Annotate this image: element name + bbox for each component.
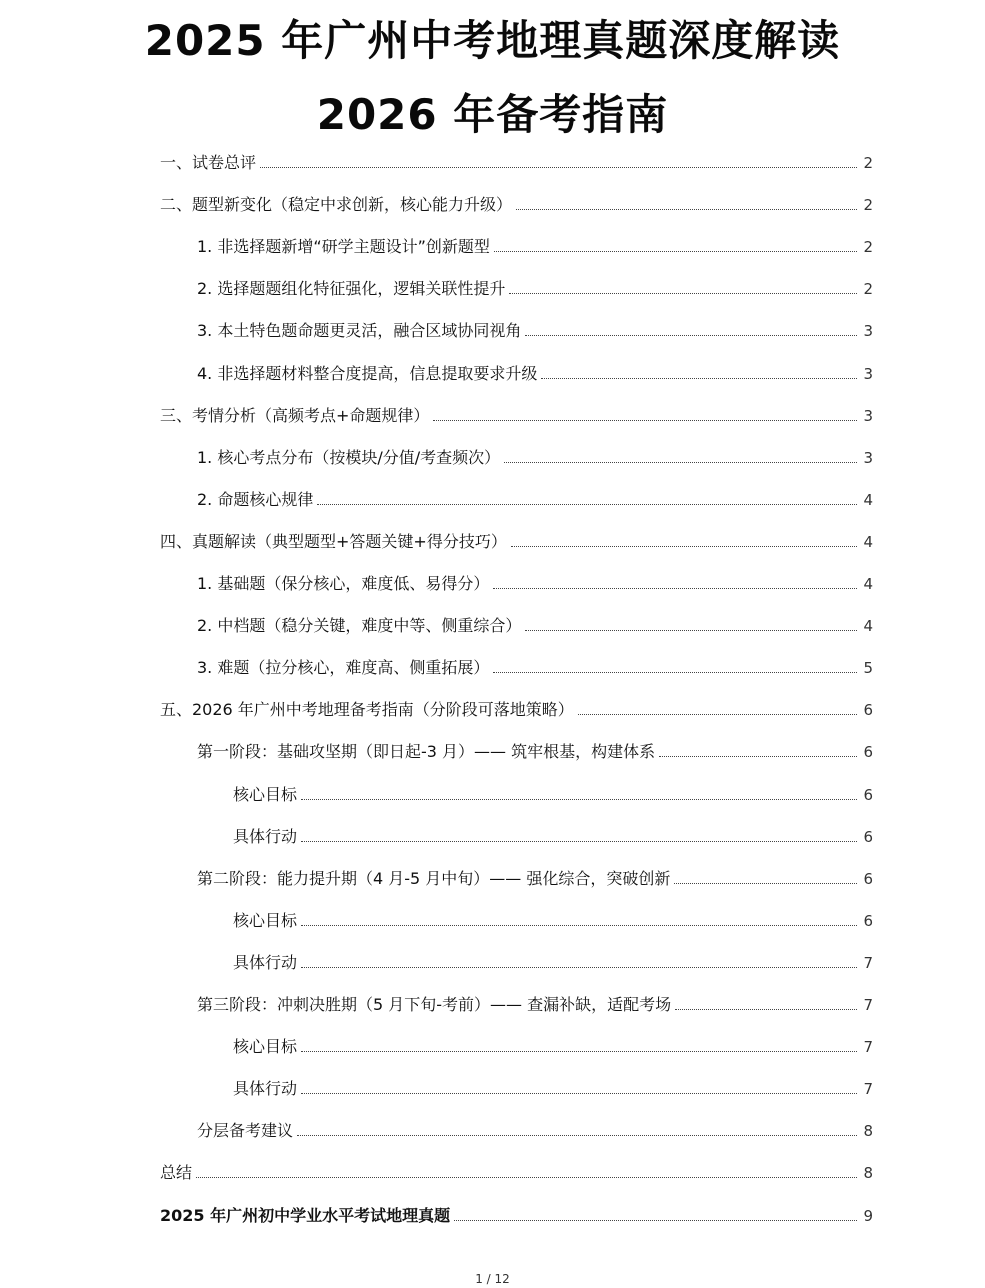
toc-dot-leader [301,967,857,968]
toc-entry-label: 二、题型新变化（稳定中求创新，核心能力升级） [160,195,513,215]
toc-entry[interactable] [233,1067,873,1099]
toc-dot-leader [196,1177,857,1178]
toc-entry-label: 2. 命题核心规律 [197,489,314,509]
toc-dot-leader [493,588,857,589]
toc-entry-page-number: 6 [863,827,873,846]
toc-entry[interactable] [160,141,873,173]
toc-dot-leader [504,462,857,463]
page-indicator: 1 / 12 [475,1272,510,1286]
toc-entry-page-number: 8 [863,1164,873,1183]
toc-dot-leader [525,630,857,631]
toc-entry-label: 总结 [160,1163,193,1183]
toc-entry-label: 四、真题解读（典型题型+答题关键+得分技巧） [160,531,507,551]
toc-entry-page-number: 2 [863,280,873,299]
toc-entry-page-number: 3 [863,364,873,383]
toc-dot-leader [659,756,857,757]
toc-entry-page-number: 3 [863,448,873,467]
toc-dot-leader [494,251,857,252]
toc-entry[interactable] [233,941,873,973]
toc-entry-label: 2. 选择题题组化特征强化，逻辑关联性提升 [197,279,506,299]
toc-entry-page-number: 6 [863,785,873,804]
toc-dot-leader [301,841,857,842]
toc-entry[interactable] [160,1151,873,1183]
toc-entry-label: 具体行动 [233,952,298,972]
toc-entry-page-number: 2 [863,238,873,257]
toc-dot-leader [301,1051,857,1052]
toc-entry-label: 2. 中档题（稳分关键，难度中等、侧重综合） [197,616,522,636]
toc-entry[interactable] [197,1109,873,1141]
toc-entry-page-number: 3 [863,406,873,425]
toc-dot-leader [454,1220,857,1221]
document-title-line-2: 2026 年备考指南 [316,90,669,139]
toc-entry-label: 一、试卷总评 [160,153,257,172]
toc-dot-leader [511,546,857,547]
toc-entry-label: 具体行动 [233,826,298,846]
toc-entry-page-number: 6 [863,743,873,762]
toc-entry-page-number: 7 [863,996,873,1014]
toc-entry[interactable] [197,352,873,384]
toc-entry-page-number: 5 [863,659,873,678]
toc-entry-label: 具体行动 [233,1079,298,1099]
toc-entry-page-number: 6 [863,869,873,888]
toc-entry-page-number: 6 [863,911,873,930]
toc-entry[interactable] [197,857,873,889]
toc-dot-leader [301,925,857,926]
toc-dot-leader [509,293,857,294]
toc-entry[interactable] [197,309,873,341]
toc-entry[interactable] [233,899,873,931]
toc-entry-page-number: 9 [863,1206,873,1225]
toc-entry-label: 第三阶段：冲刺决胜期（5 月下旬-考前）—— 查漏补缺，适配考场 [197,995,672,1014]
toc-entry-label: 第一阶段：基础攻坚期（即日起-3 月）—— 筑牢根基，构建体系 [197,742,656,762]
toc-entry-label: 1. 核心考点分布（按模块/分值/考查频次） [197,447,501,467]
toc-entry-page-number: 4 [863,490,873,509]
toc-entry[interactable] [160,688,873,720]
toc-dot-leader [301,799,857,800]
toc-entry[interactable] [160,183,873,215]
toc-entry-label: 核心目标 [233,784,298,804]
document-title-line-1: 2025 年广州中考地理真题深度解读 [144,16,841,65]
toc-entry-page-number: 2 [863,154,873,172]
toc-dot-leader [525,335,857,336]
toc-entry[interactable] [197,267,873,299]
toc-entry[interactable] [197,604,873,636]
toc-entry-label: 核心目标 [233,1037,298,1057]
toc-entry-label: 3. 难题（拉分核心，难度高、侧重拓展） [197,658,490,678]
toc-dot-leader [541,378,857,379]
toc-entry[interactable] [197,436,873,468]
toc-entry-label: 1. 非选择题新增“研学主题设计”创新题型 [197,237,490,257]
toc-entry-label: 核心目标 [233,910,298,930]
toc-entry-page-number: 7 [863,953,873,972]
toc-entry-label: 4. 非选择题材料整合度提高，信息提取要求升级 [197,363,538,383]
toc-dot-leader [260,167,857,168]
toc-entry-page-number: 3 [863,322,873,341]
toc-entry[interactable] [160,1194,873,1226]
toc-entry-page-number: 8 [863,1122,873,1141]
toc-dot-leader [578,714,857,715]
toc-entry-page-number: 7 [863,1080,873,1099]
toc-entry[interactable] [197,562,873,594]
toc-entry-label: 1. 基础题（保分核心，难度低、易得分） [197,574,490,593]
toc-entry[interactable] [197,730,873,762]
toc-entry[interactable] [233,815,873,847]
toc-entry-label: 分层备考建议 [197,1121,294,1141]
toc-entry[interactable] [197,225,873,257]
toc-entry[interactable] [160,520,873,552]
toc-entry-page-number: 6 [863,701,873,720]
toc-dot-leader [493,672,857,673]
toc-dot-leader [433,420,857,421]
toc-entry-page-number: 7 [863,1038,873,1057]
toc-entry-label: 3. 本土特色题命题更灵活，融合区域协同视角 [197,321,522,341]
toc-entry-label: 五、2026 年广州中考地理备考指南（分阶段可落地策略） [160,700,574,720]
toc-entry[interactable] [197,983,873,1015]
toc-dot-leader [674,883,857,884]
toc-entry[interactable] [233,1025,873,1057]
toc-entry-label: 2025 年广州初中学业水平考试地理真题 [160,1205,451,1225]
toc-dot-leader [297,1135,857,1136]
toc-dot-leader [675,1009,857,1010]
toc-dot-leader [317,504,857,505]
toc-entry[interactable] [233,773,873,805]
toc-entry-label: 三、考情分析（高频考点+命题规律） [160,405,430,425]
toc-entry-page-number: 4 [863,575,873,593]
toc-entry-label: 第二阶段：能力提升期（4 月-5 月中旬）—— 强化综合，突破创新 [197,868,671,888]
toc-entry-page-number: 2 [863,196,873,215]
toc-entry-page-number: 4 [863,617,873,636]
toc-entry[interactable] [197,646,873,678]
toc-entry-page-number: 4 [863,532,873,551]
toc-dot-leader [516,209,857,210]
toc-entry[interactable] [197,478,873,510]
toc-dot-leader [301,1093,857,1094]
toc-entry[interactable] [160,394,873,426]
